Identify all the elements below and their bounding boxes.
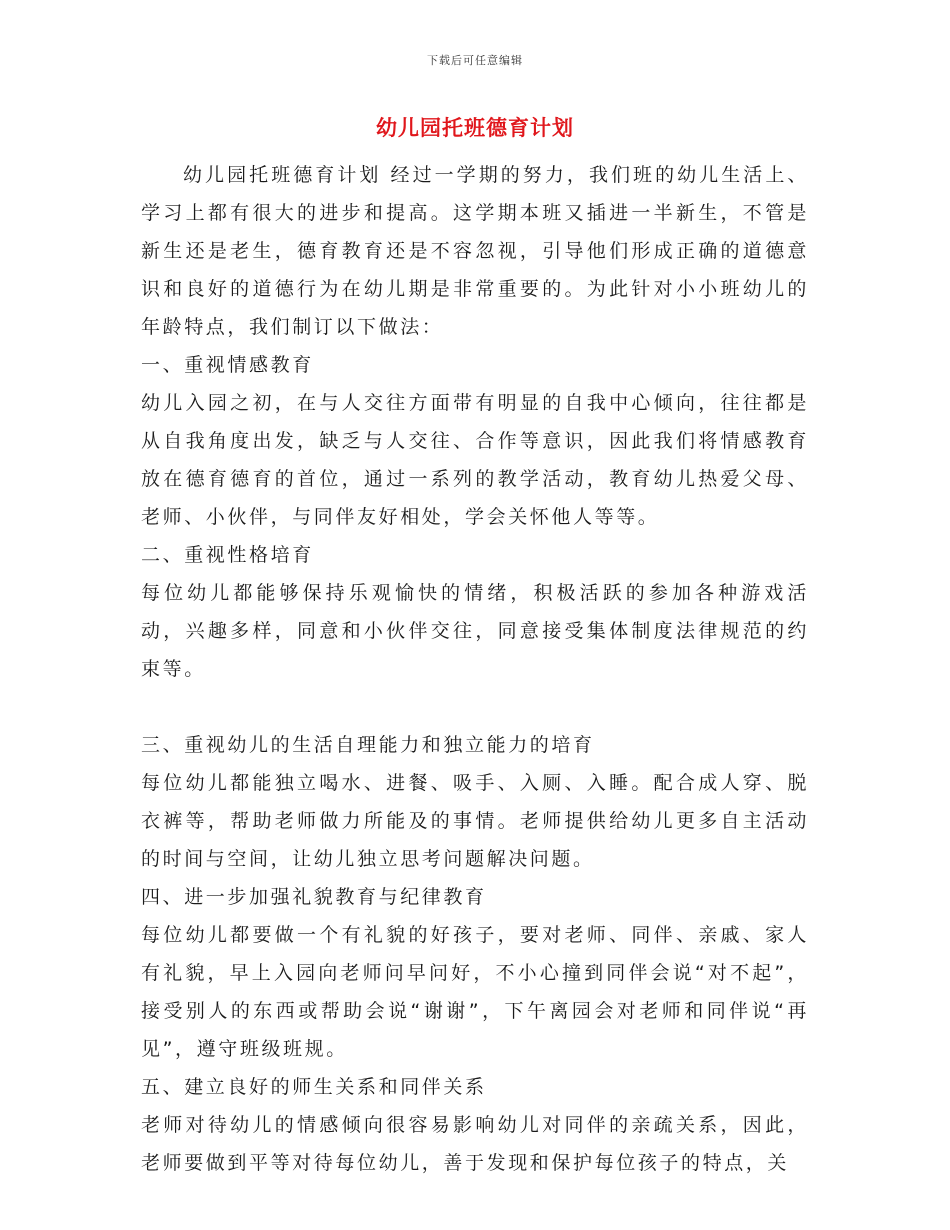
document-body	[141, 156, 809, 1182]
section-heading-2: 二、重视性格培育	[141, 544, 314, 566]
intro-paragraph: 幼儿园托班德育计划 经过一学期的努力，我们班的幼儿生活上、学习上都有很大的进步和提高。这学期本班又插进一半新生，不管是新生还是老生，德育教育还是不容忽视，引导他们形成正确的道德意识和良好的道德行为在幼儿期是非常重要的。为此针对小小班幼儿的年龄特点，我们制订以下做法：	[141, 164, 809, 338]
blank-line	[141, 688, 809, 726]
section-heading-3: 三、重视幼儿的生活自理能力和独立能力的培育	[141, 734, 595, 756]
section-paragraph-5: 老师对待幼儿的情感倾向很容易影响幼儿对同伴的亲疏关系，因此，老师要做到平等对待每位幼儿，善于发现和保护每位孩子的特点，关	[141, 1114, 809, 1174]
section-paragraph-4: 每位幼儿都要做一个有礼貌的好孩子，要对老师、同伴、亲戚、家人有礼貌，早上入园向老师问早问好，不小心撞到同伴会说“对不起”，接受别人的东西或帮助会说“谢谢”，下午离园会对老师和同伴说“再见”，遵守班级班规。	[141, 924, 809, 1060]
document-title: 幼儿园托班德育计划	[376, 116, 574, 140]
header-note: 下载后可任意编辑	[427, 54, 523, 67]
section-heading-5: 五、建立良好的师生关系和同伴关系	[141, 1076, 487, 1098]
section-heading-1: 一、重视情感教育	[141, 354, 314, 376]
section-paragraph-3: 每位幼儿都能独立喝水、进餐、吸手、入厕、入睡。配合成人穿、脱衣裤等，帮助老师做力所能及的事情。老师提供给幼儿更多自主活动的时间与空间，让幼儿独立思考问题解决问题。	[141, 772, 809, 870]
section-heading-4: 四、进一步加强礼貌教育与纪律教育	[141, 886, 487, 908]
section-paragraph-1: 幼儿入园之初，在与人交往方面带有明显的自我中心倾向，往往都是从自我角度出发，缺乏与人交往、合作等意识，因此我们将情感教育放在德育德育的首位，通过一系列的教学活动，教育幼儿热爱父母、老师、小伙伴，与同伴友好相处，学会关怀他人等等。	[141, 392, 809, 528]
section-paragraph-2: 每位幼儿都能够保持乐观愉快的情绪，积极活跃的参加各种游戏活动，兴趣多样，同意和小伙伴交往，同意接受集体制度法律规范的约束等。	[141, 582, 809, 680]
